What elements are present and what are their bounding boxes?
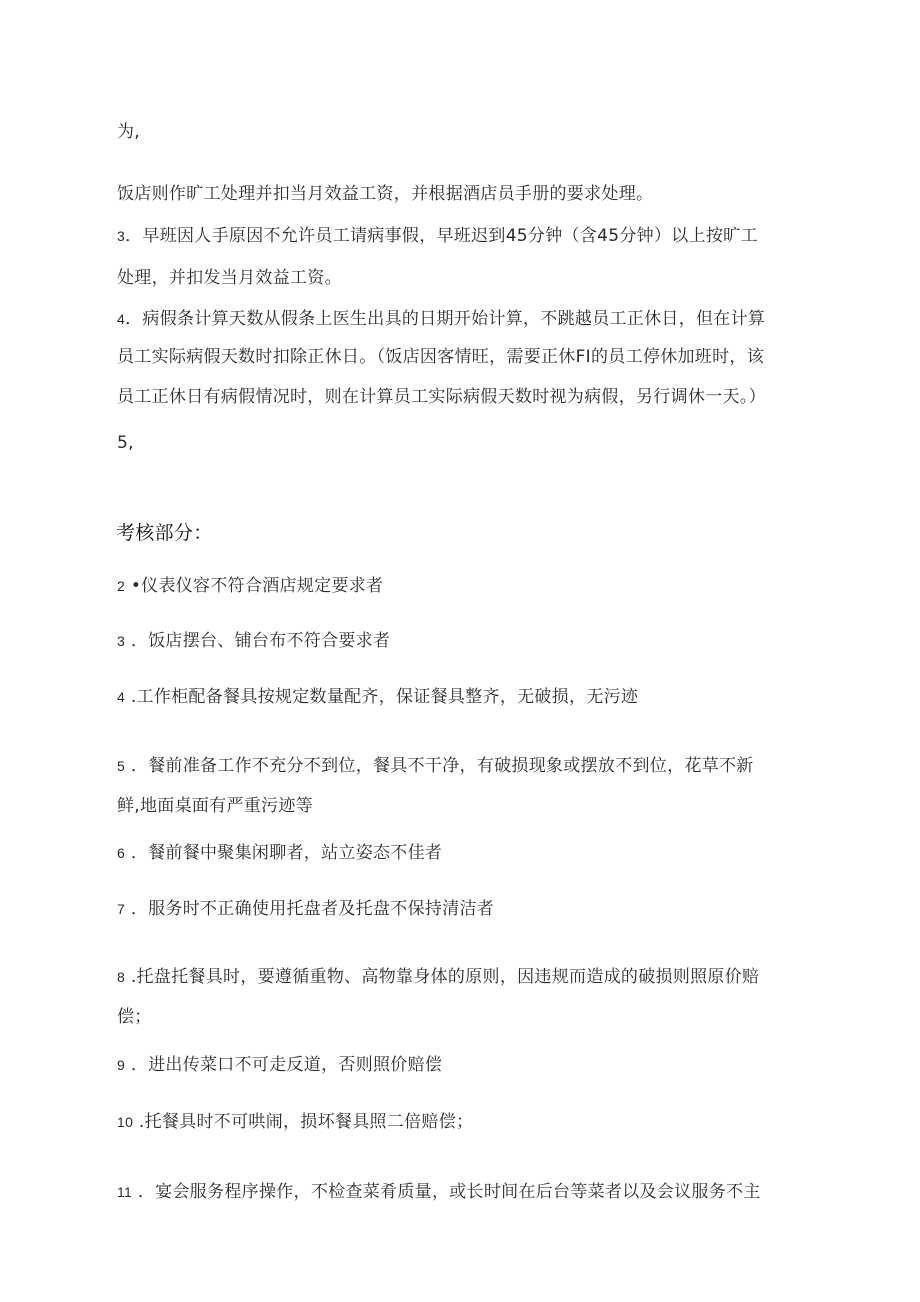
list-item: 5 ．餐前准备工作不充分不到位，餐具不干净，有破损现象或摆放不到位，花草不新 — [117, 756, 754, 776]
list-item: 6 ．餐前餐中聚集闲聊者，站立姿态不佳者 — [117, 843, 443, 863]
text-line: 员工实际病假天数时扣除正休日。（饭店因客情旺，需要正休FI的员工停休加班时，该 — [117, 347, 764, 367]
list-item-continuation: 偿； — [117, 1007, 152, 1027]
list-item: 9 ．进出传菜口不可走反道，否则照价赔偿 — [117, 1055, 443, 1075]
list-item: 8 .托盘托餐具时，要遵循重物、高物靠身体的原则，因违规而造成的破损则照原价赔 — [117, 967, 760, 987]
text-line-item-3: 3．早班因人手原因不允许员工请病事假，早班迟到45分钟（含45分钟）以上按旷工 — [117, 226, 758, 246]
text-line-item-4: 4．病假条计算天数从假条上医生出具的日期开始计算，不跳越员工正休日，但在计算 — [117, 309, 766, 329]
list-item: 4 .工作柜配备餐具按规定数量配齐，保证餐具整齐，无破损，无污迹 — [117, 687, 639, 707]
text-line: 处理，并扣发当月效益工资。 — [117, 268, 342, 288]
text-line: 为, — [117, 122, 141, 142]
text-line: 员工正休日有病假情况时，则在计算员工实际病假天数时视为病假，另行调休一天。） — [117, 387, 766, 407]
list-item: 11 ．宴会服务程序操作，不检查菜肴质量，或长时间在后台等菜者以及会议服务不主 — [117, 1182, 761, 1202]
list-item: 3 ．饭店摆台、铺台布不符合要求者 — [117, 631, 391, 651]
text-line-item-5: 5, — [117, 433, 134, 453]
section-heading: 考核部分： — [116, 522, 213, 544]
list-item: 2 •仪表仪容不符合酒店规定要求者 — [117, 576, 384, 596]
list-item: 10 .托餐具时不可哄闹，损坏餐具照二倍赔偿； — [117, 1112, 474, 1132]
text-line: 饭店则作旷工处理并扣当月效益工资，并根据酒店员手册的要求处理。 — [117, 184, 654, 204]
list-item: 7 ．服务时不正确使用托盘者及托盘不保持清洁者 — [117, 899, 495, 919]
list-item-continuation: 鲜,地面桌面有严重污迹等 — [117, 796, 314, 816]
